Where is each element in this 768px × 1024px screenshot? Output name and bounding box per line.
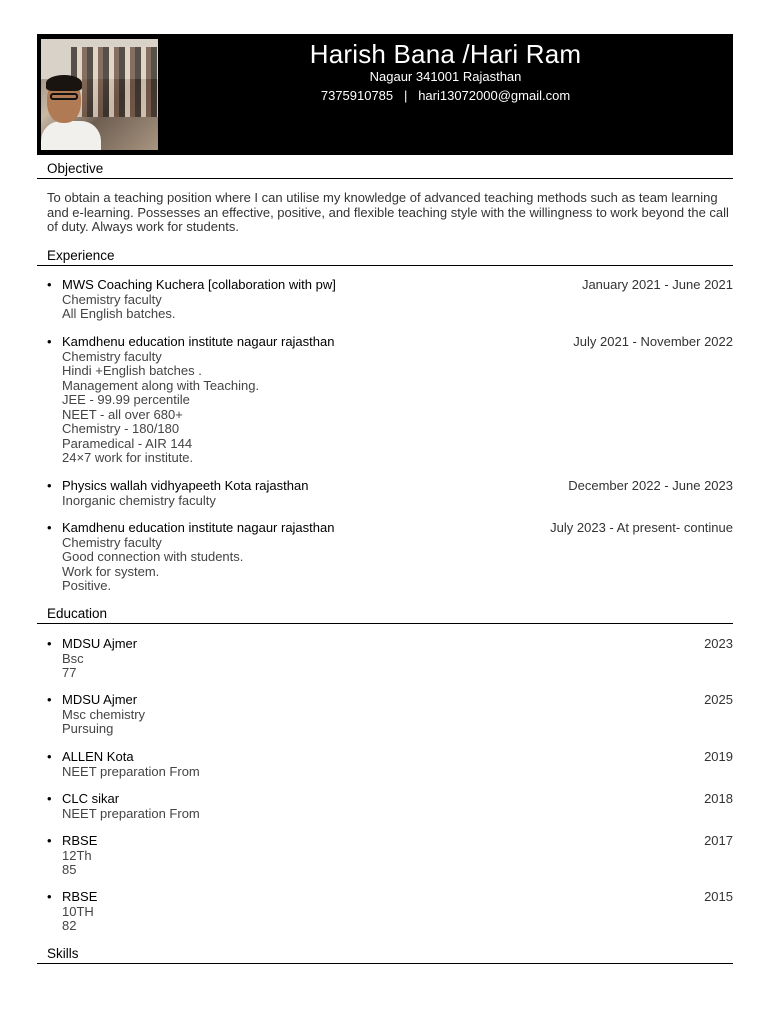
entry-date: 2018 (704, 791, 733, 806)
entry-date: 2017 (704, 833, 733, 848)
entry-detail-line: Work for system. (62, 563, 160, 579)
bullet-marker: • (47, 889, 52, 904)
entry-detail-line: Chemistry faculty (62, 348, 162, 364)
entry-organization: ALLEN Kota (62, 749, 134, 764)
entry-detail-line: Chemistry faculty (62, 534, 162, 550)
entry-details (62, 708, 145, 737)
entry-detail-line: Msc chemistry (62, 706, 146, 722)
entry-details (62, 765, 200, 780)
entry-detail-line: 82 (62, 918, 77, 933)
section-title-education: Education (37, 606, 733, 624)
entry-detail-line: NEET - all over 680+ (62, 406, 183, 422)
entry-detail-line: Paramedical - AIR 144 (62, 435, 193, 451)
entry-detail-line: Good connection with students. (62, 549, 244, 564)
section-title-experience: Experience (37, 248, 733, 266)
entry-detail-line: JEE - 99.99 percentile (62, 392, 190, 407)
entry-date: December 2022 - June 2023 (568, 478, 733, 493)
entry-date: July 2021 - November 2022 (573, 334, 733, 349)
bullet-marker: • (47, 791, 52, 806)
entry-date: 2025 (704, 692, 733, 707)
section-title-skills: Skills (37, 946, 733, 964)
section-title-objective: Objective (37, 161, 733, 179)
entry-detail-line: Chemistry faculty (62, 291, 162, 307)
entry-detail-line: Management along with Teaching. (62, 377, 260, 393)
entry-detail-line: Pursuing (62, 721, 114, 736)
photo-shirt (41, 121, 101, 150)
entry-detail-line: NEET preparation From (62, 805, 200, 821)
candidate-name: Harish Bana /Hari Ram (309, 39, 582, 69)
bullet-marker: • (47, 636, 52, 651)
resume-header (37, 34, 733, 155)
entry-detail-line: All English batches. (62, 306, 176, 321)
entry-date: 2015 (704, 889, 733, 904)
entry-detail-line: 24×7 work for institute. (62, 450, 194, 465)
objective-text: To obtain a teaching position where I can utilise my knowledge of advanced teaching methods such as team learning and e-learning. Possesses an effective, positive, and flexible teaching style with the willingness to work beyond the call of duty. Always work for students. (47, 190, 729, 235)
entry-detail-line: Inorganic chemistry faculty (62, 492, 216, 508)
entry-organization: Kamdhenu education institute nagaur rajasthan (62, 334, 335, 349)
entry-date: 2023 (704, 636, 733, 651)
entry-details (62, 652, 84, 681)
entry-detail-line: 12Th (62, 847, 92, 863)
entry-detail-line: 77 (62, 665, 77, 680)
entry-details (62, 350, 259, 466)
entry-detail-line: Hindi +English batches . (62, 363, 202, 378)
entry-details (62, 807, 200, 822)
photo-glasses (50, 93, 78, 100)
entry-details (62, 536, 243, 594)
bullet-marker: • (47, 334, 52, 349)
entry-organization: Kamdhenu education institute nagaur rajasthan (62, 520, 335, 535)
candidate-contact: 7375910785 | hari13072000@gmail.com (320, 88, 571, 103)
entry-detail-line: NEET preparation From (62, 763, 200, 779)
bullet-marker: • (47, 833, 52, 848)
profile-photo (41, 39, 158, 150)
bullet-marker: • (47, 520, 52, 535)
bullet-marker: • (47, 478, 52, 493)
entry-details (62, 293, 175, 322)
entry-organization: RBSE (62, 889, 98, 904)
entry-organization: MDSU Ajmer (62, 692, 138, 707)
bullet-marker: • (47, 749, 52, 764)
entry-detail-line: 10TH (62, 903, 94, 919)
entry-details (62, 905, 94, 934)
entry-organization: MWS Coaching Kuchera [collaboration with pw] (62, 277, 336, 292)
entry-detail-line: Chemistry - 180/180 (62, 421, 180, 436)
bullet-marker: • (47, 692, 52, 707)
entry-organization: Physics wallah vidhyapeeth Kota rajasthan (62, 478, 309, 493)
candidate-address: Nagaur 341001 Rajasthan (369, 69, 522, 84)
entry-date: January 2021 - June 2021 (581, 277, 733, 292)
entry-detail-line: 85 (62, 862, 77, 877)
entry-detail-line: Positive. (62, 578, 112, 593)
entry-organization: MDSU Ajmer (62, 636, 138, 651)
entry-date: July 2023 - At present- continue (550, 520, 733, 535)
entry-details (62, 494, 216, 509)
entry-date: 2019 (704, 749, 733, 764)
entry-organization: RBSE (62, 833, 98, 848)
entry-details (62, 849, 92, 878)
photo-classroom (71, 47, 158, 117)
entry-organization: CLC sikar (62, 791, 120, 806)
photo-hair (46, 75, 82, 91)
bullet-marker: • (47, 277, 52, 292)
entry-detail-line: Bsc (62, 650, 84, 666)
